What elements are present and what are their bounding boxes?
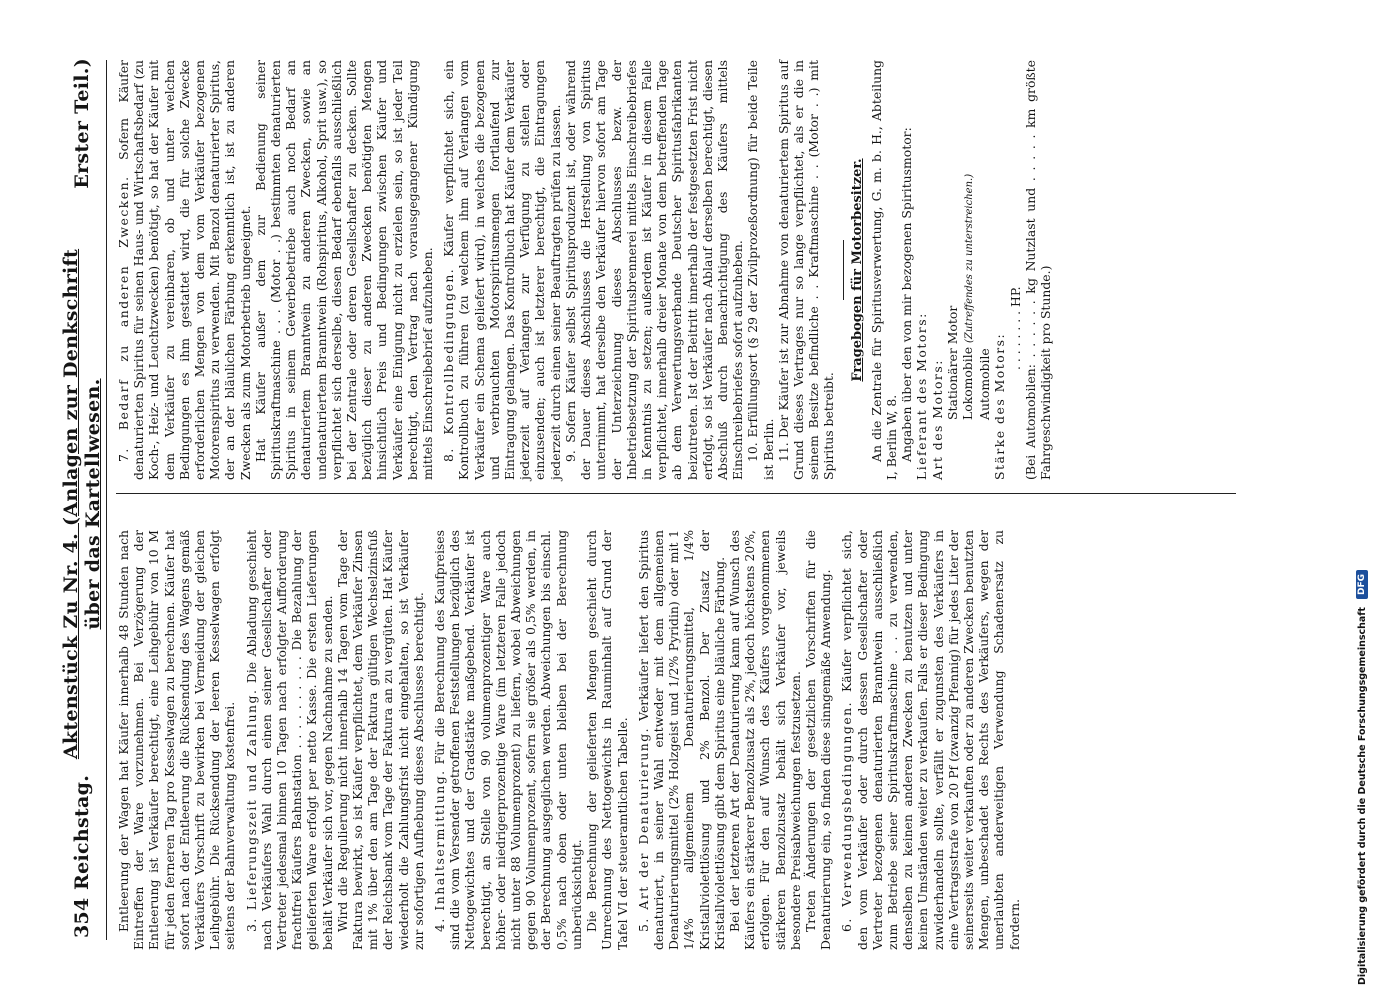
- header-rule: [106, 60, 107, 940]
- header-title: Aktenstück Zu Nr. 4. (Anlagen zur Denkschrift über das Kartellwesen.: [60, 248, 104, 760]
- paragraph: 10. Erfüllungsort (§ 29 der Zivilprozeßordnung) für beide Teile ist Berlin.: [745, 60, 776, 480]
- form-option-automobile: Automobile: [977, 348, 993, 420]
- credit-text: Digitalisierung gefördert durch die Deutsche Forschungsgemeinschaft: [1356, 607, 1368, 985]
- section-divider: [843, 240, 844, 300]
- paragraph: 11. Der Käufer ist zur Abnahme von denaturiertem Spiritus auf Grund dieses Vertrages nur so lange verpflichtet, als er die in seinem Besitze befindliche . . Kraftmaschine . . (Motor . .) mit Spiritus betreibt.: [775, 60, 837, 480]
- form-field-supplier: Lieferant des Motors:: [914, 312, 930, 480]
- form-address: An die Zentrale für Spiritusverwertung, G. m. b. H., Abteilung I, Berlin W, 8.: [868, 60, 899, 480]
- paragraph: 5. Art der Denaturierung. Verkäufer liefert den Spiritus denaturiert, in seiner Wahl entweder mit dem allgemeinen Denaturierungsmittel (2% Holzgeist und 1/2% Pyridin) oder mit 1 1/4% allgemeinem Denaturierungsmittel, 1/4% Kristallviolettlösung und 2% Benzol. Der Zusatz der Kristallviolettlösung gibt dem Spiritus eine bläuliche Färbung.: [635, 530, 727, 950]
- paragraph: Entleerung der Wagen hat Käufer innerhalb 48 Stunden nach Eintreffen der Ware vorzunehmen. Bei Verzögerung der Entleerung ist Verkäufer berechtigt, eine Leihgebühr von 10 M für jeden ferneren Tag pro Kesselwagen zu berechnen. Käufer hat sofort nach der Entleerung die Rücksendung des Wagens gemäß Verkäufers Vorschrift zu bewirken bei Vermeidung der gleichen Leihgebühr. Die Rücksendung der leeren Kesselwagen erfolgt seitens der Bahnverwaltung kostenfrei.: [116, 530, 238, 950]
- header-left: Reichstag.: [71, 774, 93, 890]
- section-heading: 6. Verwendungsbedingungen.: [839, 700, 855, 932]
- section-heading: 8. Kontrollbedingungen.: [441, 267, 457, 462]
- paragraph: 7. Bedarf zu anderen Zwecken. Sofern Käufer denaturierten Spiritus für seinen Haus- und Wirtschaftsbedarf (zu Koch-, Heiz- und Leuchtzwecken) benötigt, so hat der Käufer mit dem Verkäufer zu vereinbaren, ob und unter welchen Bedingungen es ihm gestattet wird, die für solche Zwecke erforderlichen Mengen von dem vom Verkäufer bezogenen Motorenspiritus zu verwenden. Mit Benzol denaturierter Spiritus, der an der bläulichen Färbung erkenntlich ist, ist zu anderen Zwecken als zum Motorbetrieb ungeeignet.: [116, 60, 253, 480]
- form-title: Fragebogen für Motorbesitzer.: [849, 158, 865, 382]
- paragraph: Bei der letzteren Art der Denaturierung kann auf Wunsch des Käufers ein stärkerer Benzolzusatz als 2%, jedoch höchstens 20%, erfolgen. Für den auf Wunsch des Käufers vorgenommenen stärkeren Benzolzusatz behält sich Verkäufer vor, jeweils besondere Preisabweichungen festzusetzen.: [726, 530, 803, 950]
- page-header: [60, 58, 104, 938]
- section-heading: 7. Bedarf zu anderen Zwecken.: [116, 175, 131, 462]
- section-heading: 3. Lieferungszeit und Zahlung.: [243, 688, 259, 932]
- paragraph: Wird die Regulierung nicht innerhalb 14 Tagen vom Tage der Faktura bewirkt, so ist Käufer verpflichtet, dem Verkäufer Zinsen mit 1% über den am Tage der Faktura gültigen Wechselzinsfuß der Reichsbank vom Tage der Faktura an zu vergüten. Hat Käufer wiederholt die Zahlungsfrist nicht eingehalten, so ist Verkäufer zur sofortigen Aufhebung dieses Abschlusses berechtigt.: [334, 530, 426, 950]
- form-field-hp: . . . . . . . . HP.: [1007, 286, 1023, 370]
- form-field-power: Stärke des Motors:: [992, 332, 1008, 480]
- section-heading: 5. Art der Denaturierung.: [635, 726, 651, 932]
- form-note: (Zutreffendes zu unterstreichen.): [963, 173, 975, 343]
- page-number: 354: [71, 897, 93, 938]
- paragraph: Die Berechnung der gelieferten Mengen geschieht durch Umrechnung des Nettogewichts in Rauminhalt auf Grund der Tafel VI der steueramtlichen Tabelle.: [584, 530, 630, 950]
- header-right: Erster Teil.): [71, 58, 93, 189]
- form-intro: Angaben über den von mir bezogenen Spiritusmotor:: [899, 127, 915, 462]
- paragraph: Treten Änderungen der gesetzlichen Vorschriften für die Denaturierung ein, so finden diese sinngemäße Anwendung.: [802, 530, 834, 950]
- section-heading: 4. Inhaltsermittlung.: [432, 769, 448, 932]
- digitization-credit: [1350, 15, 1374, 985]
- paragraph: 6. Verwendungsbedingungen. Käufer verpflichtet sich, den vom Verkäufer oder durch dessen Gesellschafter oder Vertreter bezogenen denaturierten Branntwein ausschließlich zum Betriebe seiner Spirituskraftmaschine . . zu verwenden, denselben zu keinen anderen Zwecken zu benutzen und unter keinen Umständen weiter zu verkaufen. Falls er dieser Bedingung zuwiderhandeln sollte, verfällt er zugunsten des Verkäufers in eine Vertragsstrafe von 20 Pf (zwanzig Pfennig) für jedes Liter der seinerseits weiter verkauften oder zu anderen Zwecken benutzten Mengen, unbeschadet des Rechts des Verkäufers, wegen der unerlaubten anderweitigen Verwendung Schadenersatz zu fordern.: [839, 530, 1022, 950]
- paragraph: 4. Inhaltsermittlung. Für die Berechnung des Kaufpreises sind die vom Versender getroffenen Feststellungen bezüglich des Nettogewichtes und der Gradstärke maßgebend. Verkäufer ist berechtigt, an Stelle von 90 volumenprozentiger Ware auch höher- oder niedrigerprozentige Ware (im letzteren Falle jedoch nicht unter 88 Volumenprozent) zu liefern, wobei Abweichungen gegen 90 Volumenprozent, sofern sie größer als 0,5% werden, in der Berechnung ausgeglichen werden. Abweichungen bis einschl. 0,5% nach oben oder unten bleiben bei der Berechnung unberücksichtigt.: [432, 530, 584, 950]
- column-left: [116, 530, 1226, 950]
- paragraph: 3. Lieferungszeit und Zahlung. Die Abladung geschieht nach Verkäufers Wahl durch einen seiner Gesellschafter oder Vertreter jedesmal binnen 10 Tagen nach erfolgter Aufforderung frachtfrei Käufers Bahnstation . . . . . . . . . . Die Bezahlung der gelieferten Ware erfolgt per netto Kasse. Die ersten Lieferungen behält Verkäufer sich vor, gegen Nachnahme zu senden.: [243, 530, 335, 950]
- paragraph: Hat Käufer außer dem zur Bedienung seiner Spirituskraftmaschine . . . (Motor . .) bestimmten denaturierten Spiritus in seinem Gewerbebetriebe auch noch Bedarf an denaturiertem Branntwein zu anderen Zwecken, sowie an undenaturiertem Branntwein (Rohspiritus, Alkohol, Sprit usw.), so verpflichtet sich derselbe, diesen Bedarf ebenfalls ausschließlich bei der Zentrale oder deren Gesellschafter zu decken. Sollte bezüglich dieser zu anderen Zwecken benötigten Mengen hinsichtlich Preis und Bedingungen zwischen Käufer und Verkäufer eine Einigung nicht zu erzielen sein, so ist jeder Teil berechtigt, den Vertrag nach vorausgegangener Kündigung mittels Einschreibebrief aufzuheben.: [252, 60, 436, 480]
- form-option-locomobile: Lokomobile (Zutreffendes zu unterstreichen.): [959, 173, 975, 420]
- form-option-stationary: Stationärer Motor: [944, 305, 960, 420]
- paragraph: 8. Kontrollbedingungen. Käufer verpflichtet sich, ein Kontrollbuch zu führen (zu welchem ihm auf Verlangen vom Verkäufer ein Schema geliefert wird), in welches die bezogenen und verbrauchten Motorspiritusmengen fortlaufend zur Eintragung gelangen. Das Kontrollbuch hat Käufer dem Verkäufer jederzeit auf Verlangen zur Verfügung zu stellen oder einzusenden; auch ist letzterer berechtigt, die Eintragungen jederzeit durch einen seiner Beauftragten prüfen zu lassen.: [441, 60, 563, 480]
- form-field-type: Art des Motors:: [929, 359, 945, 480]
- paragraph: 9. Sofern Käufer selbst Spiritusproduzent ist, oder während der Dauer dieses Abschlusses die Herstellung von Spiritus unternimmt, hat derselbe den Verkäufer hiervon sofort am Tage der Unterzeichnung dieses Abschlusses bezw. der Inbetriebsetzung der Spiritusbrennerei mittels Einschreibebriefes in Kenntnis zu setzen; außerdem ist Käufer in diesem Falle verpflichtet, innerhalb dreier Monate von dem betreffenden Tage ab dem Verwertungsverbande Deutscher Spiritusfabrikanten beizutreten. Ist der Beitritt innerhalb der festgesetzten Frist nicht erfolgt, so ist Verkäufer nach Ablauf derselben berechtigt, diesen Abschluß durch Benachrichtigung des Käufers mittels Einschreibebriefes sofort aufzuheben.: [562, 60, 746, 480]
- column-right: [116, 60, 1226, 480]
- form-field-automobile-details: (Bei Automobilen: . . . . . . kg Nutzlast und . . . . . km größte Fahrgeschwindigkeit pro Stunde.): [1022, 60, 1053, 480]
- column-divider: [116, 493, 1236, 494]
- dfg-logo: DFG: [1356, 570, 1368, 599]
